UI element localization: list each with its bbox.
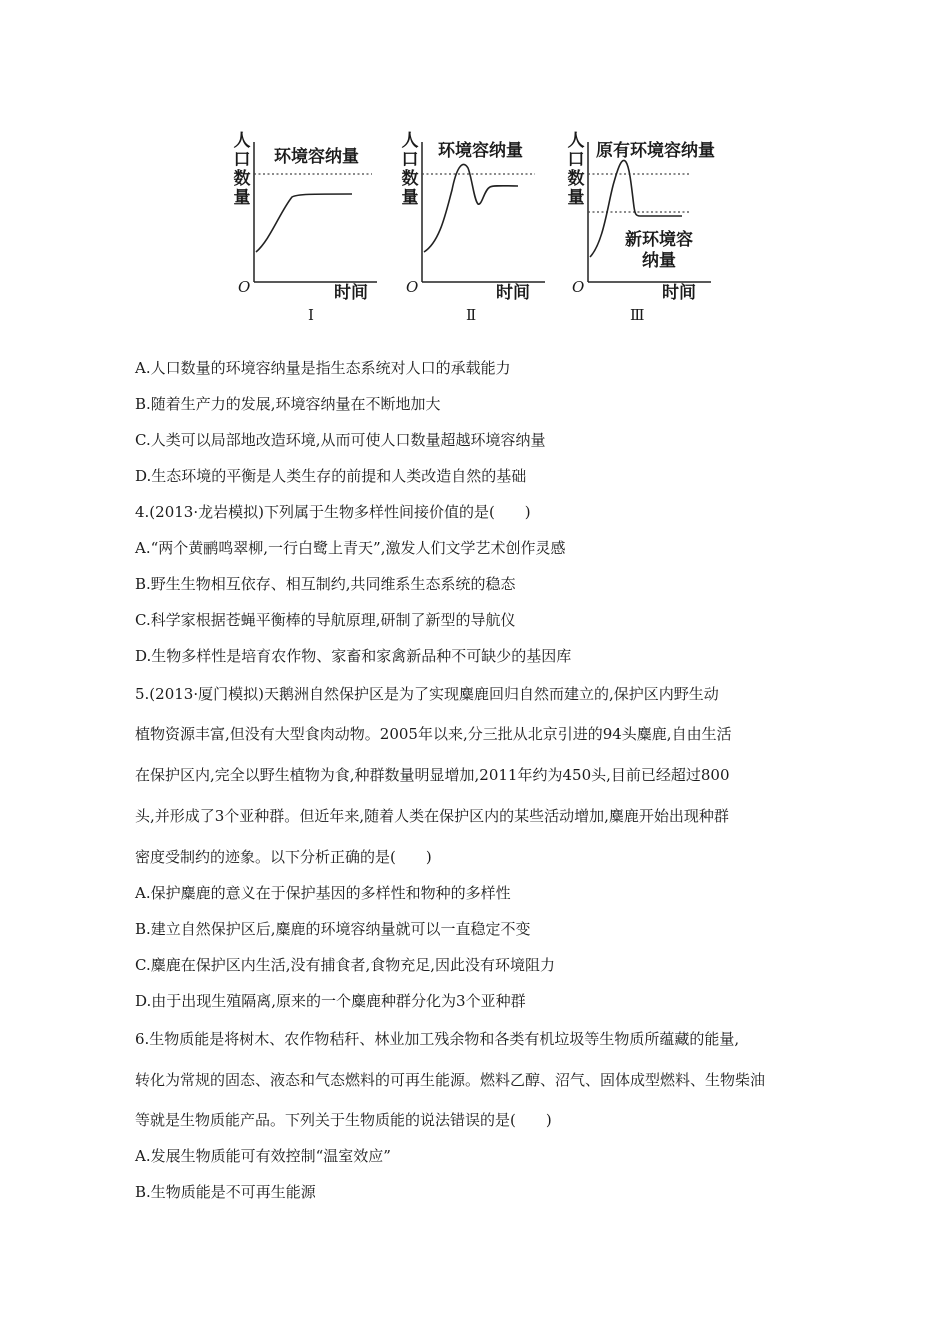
population-graphs-figure bbox=[222, 131, 715, 332]
text-line: A.“两个黄鹂鸣翠柳,一行白鹭上青天”,激发人们文学艺术创作灵感 bbox=[135, 539, 566, 557]
text-line: A.发展生物质能可有效控制“温室效应” bbox=[135, 1147, 391, 1165]
graph-2 bbox=[390, 132, 560, 332]
graph-1-xlabel: 时间 bbox=[334, 283, 368, 303]
graph-2-origin: O bbox=[406, 278, 419, 296]
graph-2-ylabel: 人口数量 bbox=[401, 131, 419, 208]
text-line: B.随着生产力的发展,环境容纳量在不断地加大 bbox=[135, 395, 441, 413]
graph-3 bbox=[556, 132, 726, 332]
graph-2-capacity-label: 环境容纳量 bbox=[438, 141, 523, 161]
graph-3-origin: O bbox=[572, 278, 585, 296]
graph-1-roman: Ⅰ bbox=[308, 306, 314, 324]
graph-1 bbox=[222, 132, 392, 332]
text-line: C.科学家根据苍蝇平衡棒的导航原理,研制了新型的导航仪 bbox=[135, 611, 516, 629]
text-line: D.生物多样性是培育农作物、家畜和家禽新品种不可缺少的基因库 bbox=[135, 647, 572, 665]
text-line: 转化为常规的固态、液态和气态燃料的可再生能源。燃料乙醇、沼气、固体成型燃料、生物柴油 bbox=[135, 1071, 766, 1089]
question-6-stem: 6.生物质能是将树木、农作物秸秆、林业加工残余物和各类有机垃圾等生物质所蕴藏的能量, bbox=[135, 1030, 740, 1048]
graph-3-xlabel: 时间 bbox=[662, 283, 696, 303]
graph-3-roman: Ⅲ bbox=[630, 306, 645, 324]
graph-3-ylabel: 人口数量 bbox=[567, 131, 585, 208]
text-line: 密度受制约的迹象。以下分析正确的是( ) bbox=[135, 848, 432, 866]
text-line: 头,并形成了3个亚种群。但近年来,随着人类在保护区内的某些活动增加,麋鹿开始出现种群 bbox=[135, 807, 729, 825]
text-line: A.保护麋鹿的意义在于保护基因的多样性和物种的多样性 bbox=[135, 884, 511, 902]
graph-2-curve bbox=[424, 164, 518, 252]
graph-2-xlabel: 时间 bbox=[496, 283, 530, 303]
text-line: B.建立自然保护区后,麋鹿的环境容纳量就可以一直稳定不变 bbox=[135, 920, 531, 938]
text-line: D.由于出现生殖隔离,原来的一个麋鹿种群分化为3个亚种群 bbox=[135, 992, 526, 1010]
text-line: C.人类可以局部地改造环境,从而可使人口数量超越环境容纳量 bbox=[135, 431, 546, 449]
text-line: A.人口数量的环境容纳量是指生态系统对人口的承载能力 bbox=[135, 359, 511, 377]
question-4-stem: 4.(2013·龙岩模拟)下列属于生物多样性间接价值的是( ) bbox=[135, 503, 531, 521]
text-line: C.麋鹿在保护区内生活,没有捕食者,食物充足,因此没有环境阻力 bbox=[135, 956, 556, 974]
text-line: 在保护区内,完全以野生植物为食,种群数量明显增加,2011年约为450头,目前已经超过800 bbox=[135, 766, 730, 784]
text-line: 植物资源丰富,但没有大型食肉动物。2005年以来,分三批从北京引进的94头麋鹿,自由生活 bbox=[135, 725, 732, 743]
graph-3-original-capacity-label: 原有环境容纳量 bbox=[596, 141, 715, 161]
graph-2-roman: Ⅱ bbox=[466, 306, 477, 324]
graph-1-curve bbox=[256, 194, 352, 252]
text-line: B.生物质能是不可再生能源 bbox=[135, 1183, 316, 1201]
text-line: D.生态环境的平衡是人类生存的前提和人类改造自然的基础 bbox=[135, 467, 527, 485]
text-line: 等就是生物质能产品。下列关于生物质能的说法错误的是( ) bbox=[135, 1111, 552, 1129]
graph-1-origin: O bbox=[238, 278, 251, 296]
graph-1-ylabel: 人口数量 bbox=[233, 131, 251, 208]
graph-3-new-capacity-label: 新环境容纳量 bbox=[625, 230, 693, 271]
text-line: B.野生生物相互依存、相互制约,共同维系生态系统的稳态 bbox=[135, 575, 516, 593]
question-5-stem: 5.(2013·厦门模拟)天鹅洲自然保护区是为了实现麋鹿回归自然而建立的,保护区内野生动 bbox=[135, 685, 719, 703]
graph-1-capacity-label: 环境容纳量 bbox=[274, 147, 359, 167]
